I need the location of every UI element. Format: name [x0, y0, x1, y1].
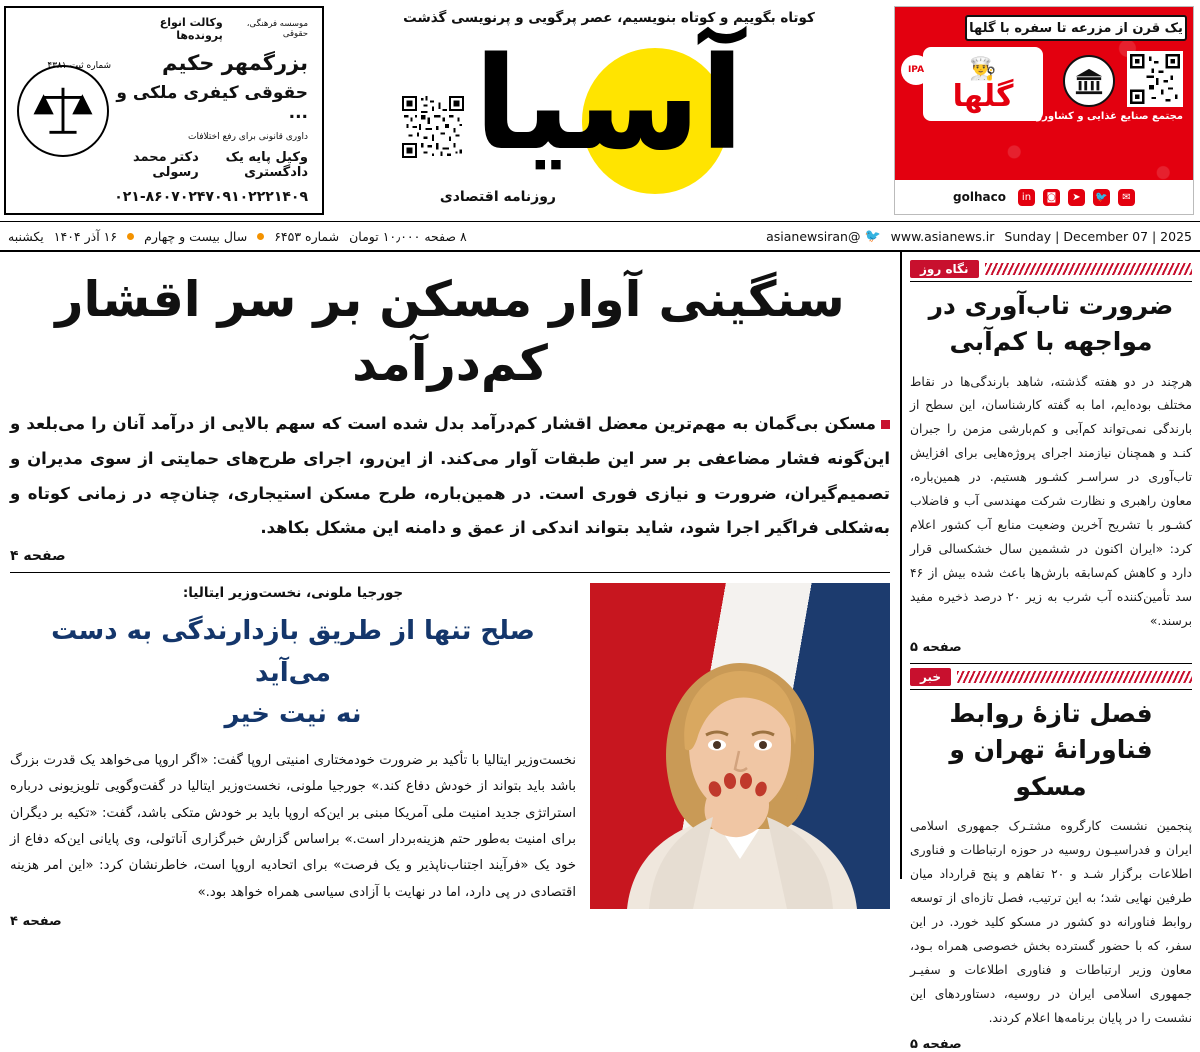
ad-legal-line5-left: دکتر محمد رسولی — [133, 150, 199, 181]
info-year-label: سال بیست و چهارم — [144, 228, 248, 244]
linkedin-icon[interactable]: in — [1018, 189, 1035, 206]
twitter-bird-icon: 🐦 — [864, 228, 881, 244]
feature-headline[interactable] — [10, 611, 576, 736]
hatch-rule — [985, 263, 1192, 275]
ad-legal-brand: بزرگمهر حکیم — [162, 50, 308, 75]
envelope-icon[interactable]: ✉ — [1118, 189, 1135, 206]
info-twitter-handle[interactable] — [766, 229, 881, 244]
ad-golha-logo — [923, 47, 1043, 121]
sidebar-section-tag-2 — [910, 668, 1192, 686]
ad-golha-social-row[interactable] — [895, 180, 1193, 214]
feature-article — [10, 583, 890, 929]
feature-page-ref: صفحه ۴ — [10, 914, 62, 930]
feature-headline-line-1: صلح تنها از طریق بازدارندگی به دست می‌آید — [51, 615, 535, 688]
hatch-rule — [957, 671, 1192, 683]
sidebar-article-title-1[interactable]: ضرورت تاب‌آوری در مواجهه با کم‌آبی — [928, 291, 1174, 357]
ad-legal-emblem-caption: شماره ثبت ۴۳۸۱ — [47, 60, 112, 71]
ad-golha-banner: یک قرن از مزرعه تا سفره با گلها — [965, 15, 1187, 41]
chef-hat-icon: 👨‍🍳 — [969, 56, 997, 82]
feature-body: نخست‌وزیر ایتالیا با تأکید بر ضرورت خودمختاری امنیتی اروپا گفت: «اگر اروپا می‌خواهد یک قدرت بزرگ باشد باید بتواند از خودش دفاع کند.» جورجیا ملونی، نخست‌وزیر ایتالیا در گفت‌وگویی تلویزیونی درباره استراتژی جدید امنیت ملی آمریکا مبنی بر این‌که اروپا باید بر خودش متکی باشد، گفت: «تکیه بر دیگران برای امنیت به‌طور حتم هزینه‌بردار است.» براساس گزارش خبرگزاری آناتولی، وی پایانی این‌که دفاع از خود یک «فرآیند اجتناب‌ناپذیر و یک فرصت» برای اتحادیه اروپا است، خاطرنشان کرد: «این امر هزینه اقتصادی در پی دارد، اما در نهایت با آزادی سیاسی همراه خواهد بود.» — [10, 752, 576, 900]
sidebar-tag-label-2: خبر — [910, 668, 951, 686]
ad-golha-ipa-badge — [1063, 55, 1115, 107]
masthead — [0, 0, 1200, 222]
sidebar-tag-label-1: نگاه روز — [910, 260, 979, 278]
telegram-icon[interactable]: ➤ — [1068, 189, 1085, 206]
newspaper-logo: آسیا — [473, 30, 745, 179]
info-pages-price: ۸ صفحه ۱۰٫۰۰۰ تومان — [349, 228, 467, 244]
separator-dot-icon — [257, 233, 264, 240]
info-twitter-text: @asianewsiran — [766, 228, 861, 244]
info-weekday: یکشنبه — [8, 228, 44, 244]
divider — [910, 281, 1192, 282]
ad-golha-handle: golhaco — [953, 190, 1006, 204]
main-column — [0, 252, 900, 930]
ad-legal-line4: داوری قانونی برای رفع اختلافات — [187, 131, 308, 142]
lead-lede-text: مسکن بی‌گمان به مهم‌ترین معضل اقشار کم‌درآمد بدل شده است که سهم بالایی از درآمد آنان را می‌بلعد و این‌گونه فشار مضاعفی بر سر این طبقات آوار می‌کند. از این‌رو، اجرای طرح‌های حمایتی از سوی مدیران و تصمیم‌گیران، ضرورت و نیازی فوری است. در همین‌باره، طرح مسکن استیجاری، چنان‌چه در زمانی کوتاه و به‌شکلی فراگیر اجرا شود، شاید بتواند اندکی از عمق و دامنه این مشکل بکاهد. — [10, 414, 890, 538]
feature-headline-line-2: نه نیت خیر — [224, 699, 362, 730]
masthead-slogan: کوتاه بگوییم و کوتاه بنویسیم، عصر پرگویی و پرنویسی گذشت — [403, 10, 815, 26]
page-content — [0, 252, 1200, 1052]
ad-legal-text — [112, 14, 314, 207]
ad-legal-phone-1: ۰۹۱۰۲۲۲۱۴۰۹ — [214, 188, 308, 205]
instagram-icon[interactable]: ◙ — [1043, 189, 1060, 206]
sidebar-article-body-1: هرچند در دو هفته گذشته، شاهد بارندگی‌ها در نقاط مختلف بوده‌ایم، اما به گفته کارشناسان، این سطح از بارندگی نمی‌تواند کم‌آبی و کم‌بارشی مزمن را جبران کنـد و همچنان نیازمند اجرای پروژه‌هایی برای افزایش تاب‌آوری در سراسـر کشـور هستیم. در همین‌باره، معاون راهبری و نظارت شرکت مهندسی آب و فاضلاب کشـور با تشریح آخرین وضعیت منابع آب کشور اعلام کرد: «ایران اکنون در ششمین سال خشکسالی قرار دارد و کاهش کم‌سابقه بارش‌ها باعث شده بیش از ۴۶ سد تأمین‌کننده آب شرب به زیر ۲۰ درصد ذخیره مفید برسند.» — [910, 374, 1192, 629]
title-zone — [332, 0, 886, 221]
qr-code-icon[interactable] — [402, 96, 464, 158]
feature-text — [10, 583, 576, 929]
info-date-en: Sunday | December 07 | 2025 — [1004, 228, 1192, 244]
ad-legal-office[interactable] — [4, 6, 324, 215]
ad-golha[interactable] — [894, 6, 1194, 215]
separator-dot-icon — [127, 233, 134, 240]
divider — [910, 663, 1192, 664]
bullet-square-icon — [881, 420, 890, 429]
feature-kicker: جورجیا ملونی، نخست‌وزیر ایتالیا: — [182, 584, 404, 601]
lead-lede — [10, 407, 890, 546]
twitter-icon[interactable]: 🐦 — [1093, 189, 1110, 206]
info-website[interactable]: www.asianews.ir — [890, 228, 995, 244]
feature-photo — [590, 583, 890, 909]
ad-golha-qr-icon[interactable] — [1127, 51, 1183, 107]
ad-legal-emblem-col — [14, 14, 112, 207]
sidebar-column — [900, 252, 1200, 1052]
sidebar-article-page-ref-2: صفحه ۵ — [910, 1036, 962, 1052]
scales-of-justice-icon — [17, 60, 112, 157]
ad-golha-brand-word: گلها — [952, 78, 1014, 114]
ad-legal-line5-right: وکیل پایه یک دادگستری — [225, 150, 308, 181]
divider — [910, 689, 1192, 690]
lead-page-ref: صفحه ۴ — [10, 547, 66, 564]
sidebar-article-body-2: پنجمین نشست کارگروه مشتـرک جمهوری اسلامی ایران و فدراسیـون روسیه در حوزه ارتباطات و فناوری اطلاعات برگزار شـد و ۲۰ تفاهم و پنج قرارداد میان طرفین نهایی شد؛ به این ترتیب، فصل تازه‌ای از توسعه روابط فناورانه دو کشور در مسکو کلید خورد. در این سفر، که با حضور گسترده بخش خصوصی همراه بـود، معاون وزیر ارتباطات و فناوری اطلاعات و سفیـر جمهوری اسلامی ایران در روسیه، دستاوردهای این نشست را در پایان برنامه‌ها اعلام کردند. — [910, 818, 1192, 1025]
sidebar-article-title-2[interactable]: فصل تازهٔ روابط فناورانهٔ تهران و مسکو — [949, 699, 1153, 801]
ad-legal-line3: حقوقی کیفری ملکی و ... — [116, 83, 308, 124]
lead-headline[interactable]: سنگینی آوار مسکن بر سر اقشار کم‌درآمد — [55, 271, 845, 392]
sidebar-section-tag-1 — [910, 260, 1192, 278]
ad-legal-phone-2: ۰۲۱-۸۶۰۷۰۲۴۷ — [114, 188, 214, 205]
divider — [10, 572, 890, 573]
info-date-fa: ۱۶ آذر ۱۴۰۴ — [53, 228, 118, 244]
info-bar — [0, 222, 1200, 252]
ad-golha-ipa-mark: IPA — [901, 55, 931, 85]
info-issue-number: شماره ۶۴۵۳ — [274, 228, 340, 244]
portrait-illustration — [609, 653, 871, 909]
ad-golha-brand-sub: مجتمع صنایع غذایی و کشاورزی — [1027, 111, 1183, 122]
newspaper-logo-subtitle: روزنامه اقتصادی — [439, 189, 556, 205]
ad-legal-line1: وکالت انواع پرونده‌ها — [159, 16, 223, 42]
sidebar-article-page-ref-1: صفحه ۵ — [910, 640, 962, 656]
ad-legal-org: موسسه فرهنگی، حقوقی — [246, 19, 308, 39]
